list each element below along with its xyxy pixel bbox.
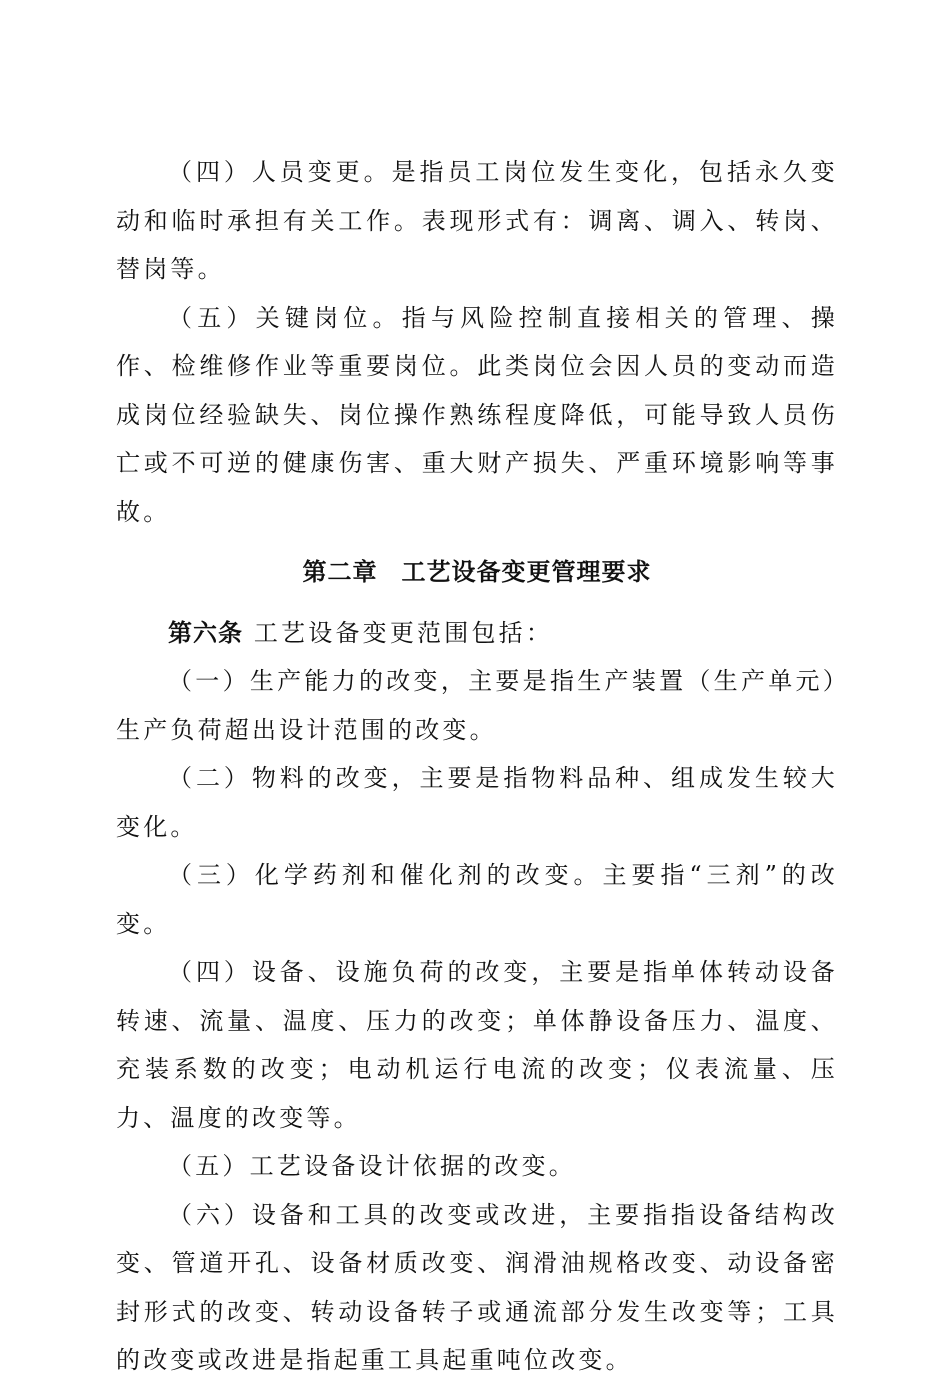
article-text: 工艺设备变更范围包括： bbox=[253, 618, 554, 647]
list-item-capacity-change: （一）生产能力的改变，主要是指生产装置（生产单元）生产负荷超出设计范围的改变。 bbox=[116, 667, 838, 744]
list-item-material-change: （二）物料的改变，主要是指物料品种、组成发生较大变化。 bbox=[116, 764, 838, 841]
list-item-load-change: （四）设备、设施负荷的改变，主要是指单体转动设备转速、流量、温度、压力的改变；单体静设备压力、温度、充装系数的改变；电动机运行电流的改变；仪表流量、压力、温度的改变等。 bbox=[116, 958, 838, 1132]
chapter-title: 工艺设备变更管理要求 bbox=[401, 558, 652, 586]
document-body bbox=[116, 148, 838, 1385]
list-item-design-basis-change: （五）工艺设备设计依据的改变。 bbox=[168, 1152, 576, 1180]
article-six bbox=[116, 609, 838, 658]
chapter-heading bbox=[116, 548, 838, 597]
article-label: 第六条 bbox=[168, 618, 243, 647]
paragraph-key-position: （五）关键岗位。指与风险控制直接相关的管理、操作、检维修作业等重要岗位。此类岗位会因人员的变动而造成岗位经验缺失、岗位操作熟练程度降低，可能导致人员伤亡或不可逆的健康伤害、重大财产损失、严重环境影响等事故。 bbox=[116, 303, 838, 526]
paragraph-personnel-change: （四）人员变更。是指员工岗位发生变化，包括永久变动和临时承担有关工作。表现形式有：调离、调入、转岗、替岗等。 bbox=[116, 158, 838, 283]
chapter-number: 第二章 bbox=[302, 558, 378, 586]
list-item-chemical-change: （三）化学药剂和催化剂的改变。主要指“三剂”的改变。 bbox=[116, 861, 838, 938]
list-item-equipment-tool-change: （六）设备和工具的改变或改进，主要指指设备结构改变、管道开孔、设备材质改变、润滑油规格改变、动设备密封形式的改变、转动设备转子或通流部分发生改变等；工具的改变或改进是指起重工具起重吨位改变。 bbox=[116, 1200, 838, 1374]
